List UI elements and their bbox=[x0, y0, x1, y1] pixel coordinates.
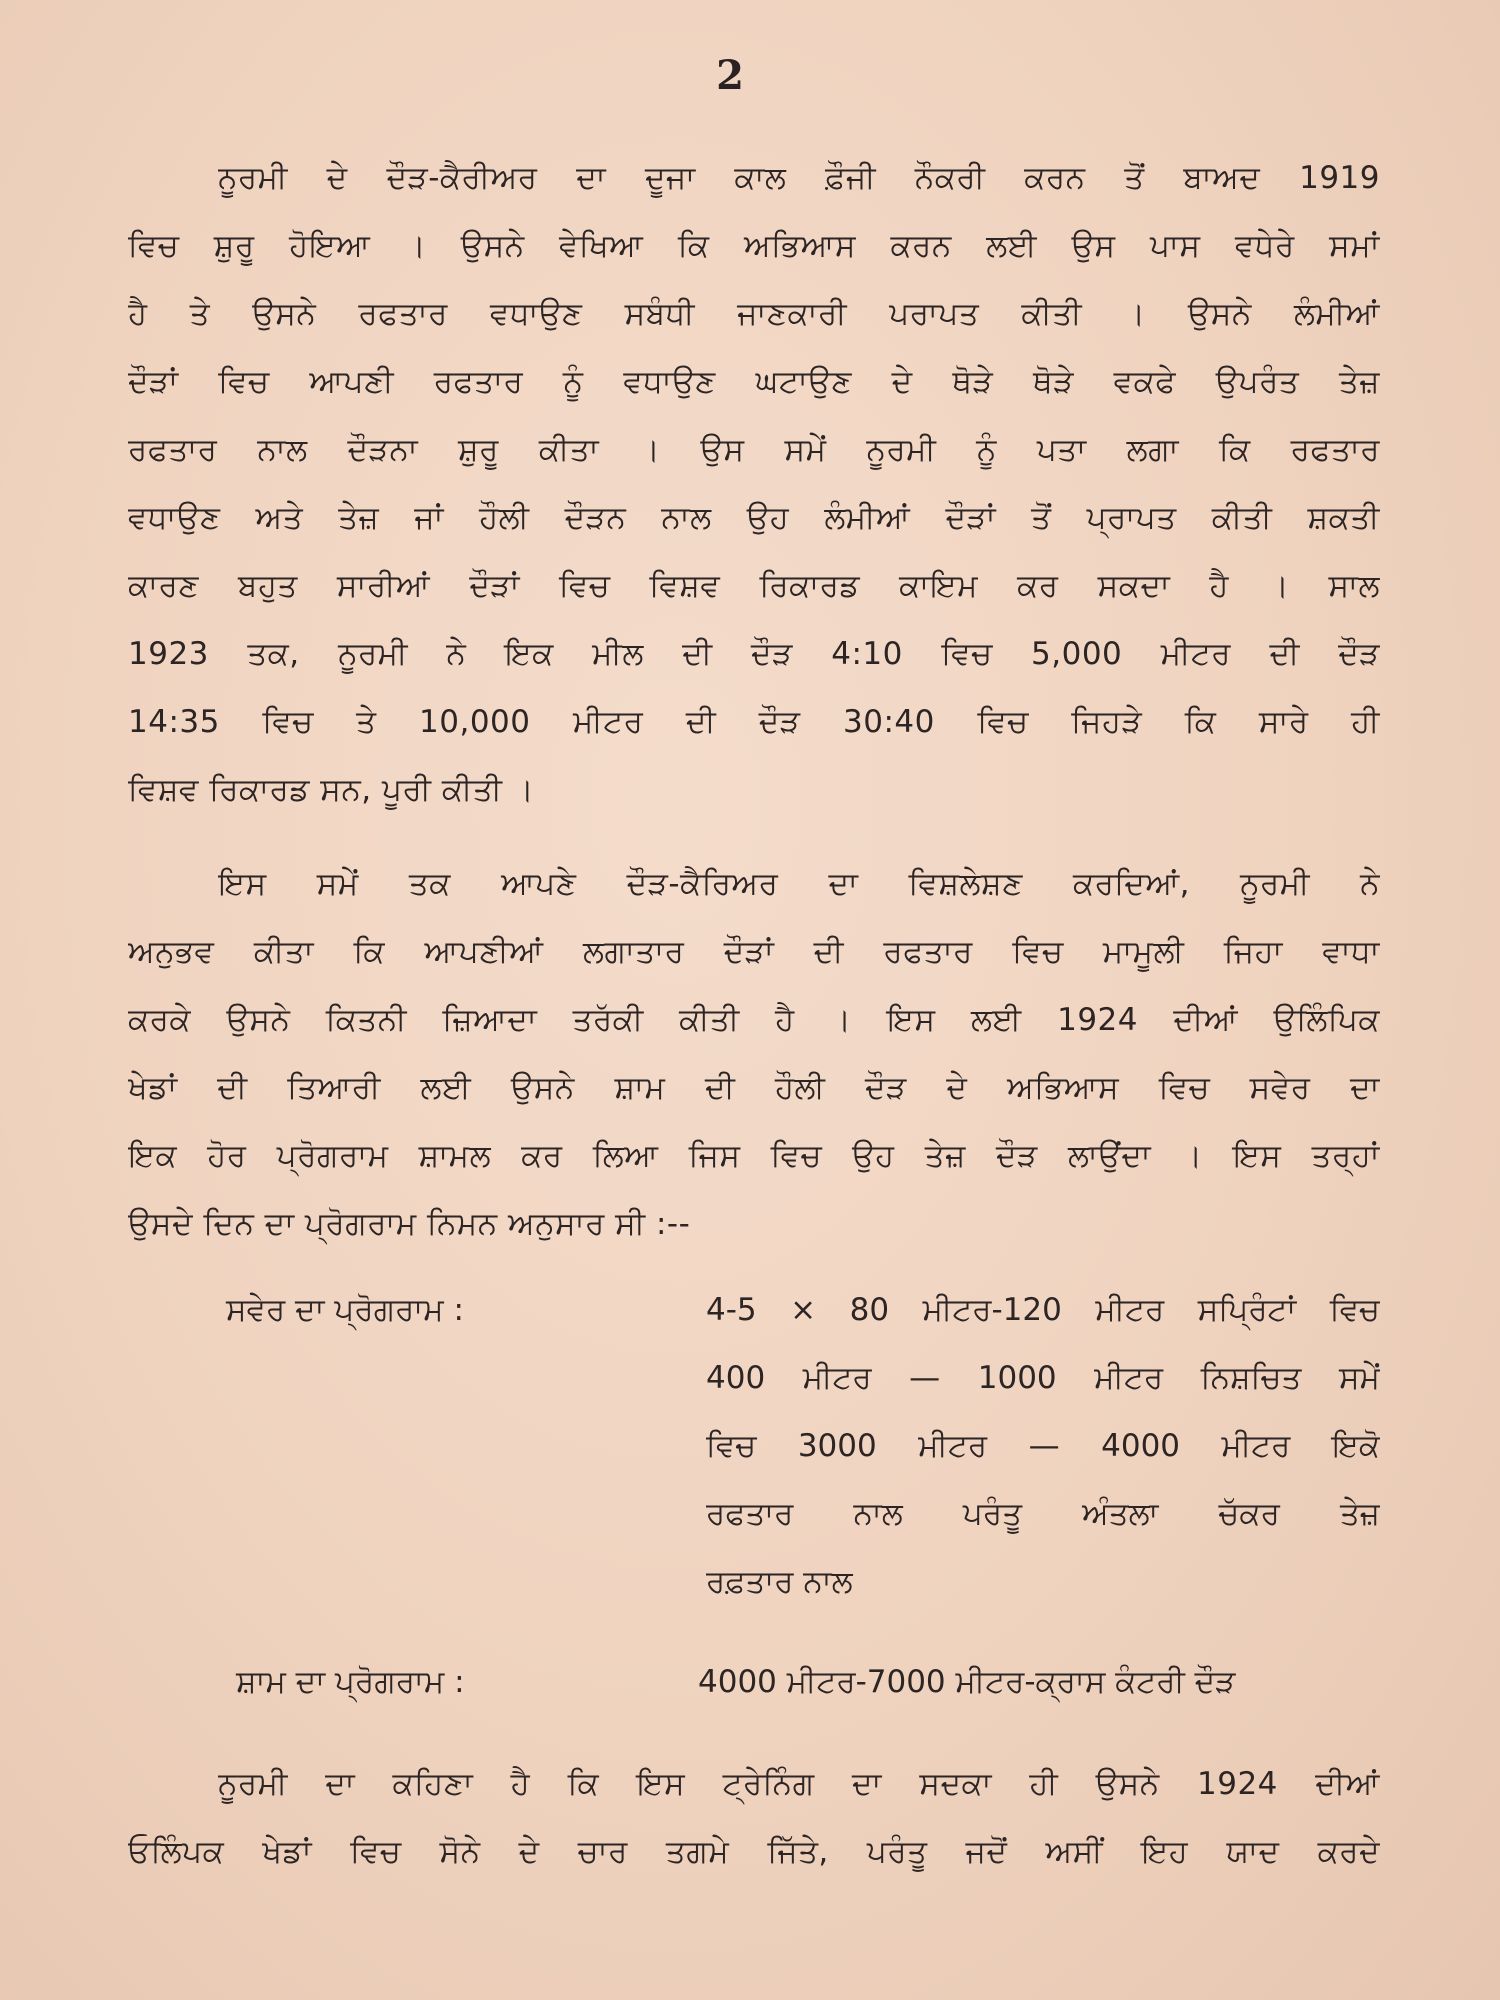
paragraph-2-line: ਅਨੁਭਵ ਕੀਤਾ ਕਿ ਆਪਣੀਆਂ ਲਗਾਤਾਰ ਦੌੜਾਂ ਦੀ ਰਫਤਾਰ ਵਿਚ ਮਾਮੂਲੀ ਜਿਹਾ ਵਾਧਾ bbox=[128, 934, 1380, 970]
paragraph-1-line: ਹੈ ਤੇ ਉਸਨੇ ਰਫਤਾਰ ਵਧਾਉਣ ਸਬੰਧੀ ਜਾਣਕਾਰੀ ਪਰਾਪਤ ਕੀਤੀ । ਉਸਨੇ ਲੰਮੀਆਂ bbox=[128, 296, 1380, 332]
paragraph-2-line: ਇਕ ਹੋਰ ਪ੍ਰੋਗਰਾਮ ਸ਼ਾਮਲ ਕਰ ਲਿਆ ਜਿਸ ਵਿਚ ਉਹ ਤੇਜ਼ ਦੌੜ ਲਾਉਂਦਾ । ਇਸ ਤਰ੍ਹਾਂ bbox=[128, 1138, 1380, 1174]
paragraph-2-line: ਖੇਡਾਂ ਦੀ ਤਿਆਰੀ ਲਈ ਉਸਨੇ ਸ਼ਾਮ ਦੀ ਹੌਲੀ ਦੌੜ ਦੇ ਅਭਿਆਸ ਵਿਚ ਸਵੇਰ ਦਾ bbox=[128, 1070, 1380, 1106]
morning-program-line: ਰਫ਼ਤਾਰ ਨਾਲ bbox=[706, 1564, 853, 1600]
morning-program-label: ਸਵੇਰ ਦਾ ਪ੍ਰੋਗਰਾਮ : bbox=[226, 1292, 464, 1328]
paragraph-2-line: ਇਸ ਸਮੇਂ ਤਕ ਆਪਣੇ ਦੌੜ-ਕੈਰਿਅਰ ਦਾ ਵਿਸ਼ਲੇਸ਼ਣ ਕਰਦਿਆਂ, ਨੂਰਮੀ ਨੇ bbox=[218, 866, 1380, 902]
morning-program-line: 400 ਮੀਟਰ — 1000 ਮੀਟਰ ਨਿਸ਼ਚਿਤ ਸਮੇਂ bbox=[706, 1360, 1380, 1396]
evening-program-line: 4000 ਮੀਟਰ-7000 ਮੀਟਰ-ਕ੍ਰਾਸ ਕੰਟਰੀ ਦੌੜ bbox=[698, 1664, 1236, 1700]
evening-program-label: ਸ਼ਾਮ ਦਾ ਪ੍ਰੋਗਰਾਮ : bbox=[236, 1664, 465, 1700]
paragraph-3-line: ਨੂਰਮੀ ਦਾ ਕਹਿਣਾ ਹੈ ਕਿ ਇਸ ਟ੍ਰੇਨਿੰਗ ਦਾ ਸਦਕਾ ਹੀ ਉਸਨੇ 1924 ਦੀਆਂ bbox=[218, 1766, 1380, 1802]
paragraph-3-line: ਓਲਿੰਪਕ ਖੇਡਾਂ ਵਿਚ ਸੋਨੇ ਦੇ ਚਾਰ ਤਗਮੇ ਜਿੱਤੇ, ਪਰੰਤੂ ਜਦੋਂ ਅਸੀਂ ਇਹ ਯਾਦ ਕਰਦੇ bbox=[128, 1834, 1380, 1870]
paragraph-1-line: ਵਿਚ ਸ਼ੁਰੂ ਹੋਇਆ । ਉਸਨੇ ਵੇਖਿਆ ਕਿ ਅਭਿਆਸ ਕਰਨ ਲਈ ਉਸ ਪਾਸ ਵਧੇਰੇ ਸਮਾਂ bbox=[128, 228, 1380, 264]
paragraph-1-line: ਵਧਾਉਣ ਅਤੇ ਤੇਜ਼ ਜਾਂ ਹੌਲੀ ਦੌੜਨ ਨਾਲ ਉਹ ਲੰਮੀਆਂ ਦੌੜਾਂ ਤੋਂ ਪ੍ਰਾਪਤ ਕੀਤੀ ਸ਼ਕਤੀ bbox=[128, 500, 1380, 536]
page-number: 2 bbox=[716, 52, 744, 99]
paragraph-1-line: 14:35 ਵਿਚ ਤੇ 10,000 ਮੀਟਰ ਦੀ ਦੌੜ 30:40 ਵਿਚ ਜਿਹੜੇ ਕਿ ਸਾਰੇ ਹੀ bbox=[128, 704, 1380, 740]
paragraph-1-line: ਵਿਸ਼ਵ ਰਿਕਾਰਡ ਸਨ, ਪੂਰੀ ਕੀਤੀ । bbox=[128, 772, 535, 808]
paragraph-2-line: ਉਸਦੇ ਦਿਨ ਦਾ ਪ੍ਰੋਗਰਾਮ ਨਿਮਨ ਅਨੁਸਾਰ ਸੀ :-- bbox=[128, 1206, 691, 1242]
morning-program-line: ਵਿਚ 3000 ਮੀਟਰ — 4000 ਮੀਟਰ ਇਕੋ bbox=[706, 1428, 1380, 1464]
paragraph-1-line: ਰਫਤਾਰ ਨਾਲ ਦੌੜਨਾ ਸ਼ੁਰੂ ਕੀਤਾ । ਉਸ ਸਮੇਂ ਨੂਰਮੀ ਨੂੰ ਪਤਾ ਲਗਾ ਕਿ ਰਫਤਾਰ bbox=[128, 432, 1380, 468]
paragraph-1-line: ਦੌੜਾਂ ਵਿਚ ਆਪਣੀ ਰਫਤਾਰ ਨੂੰ ਵਧਾਉਣ ਘਟਾਉਣ ਦੇ ਥੋੜੇ ਥੋੜੇ ਵਕਫੇ ਉਪਰੰਤ ਤੇਜ਼ bbox=[128, 364, 1380, 400]
morning-program-line: 4-5 × 80 ਮੀਟਰ-120 ਮੀਟਰ ਸਪ੍ਰਿੰਟਾਂ ਵਿਚ bbox=[706, 1292, 1380, 1328]
paragraph-2-line: ਕਰਕੇ ਉਸਨੇ ਕਿਤਨੀ ਜ਼ਿਆਦਾ ਤਰੱਕੀ ਕੀਤੀ ਹੈ । ਇਸ ਲਈ 1924 ਦੀਆਂ ਉਲਿੰਪਿਕ bbox=[128, 1002, 1380, 1038]
paragraph-1-line: 1923 ਤਕ, ਨੂਰਮੀ ਨੇ ਇਕ ਮੀਲ ਦੀ ਦੌੜ 4:10 ਵਿਚ 5,000 ਮੀਟਰ ਦੀ ਦੌੜ bbox=[128, 636, 1380, 672]
paragraph-1-line: ਨੂਰਮੀ ਦੇ ਦੌੜ-ਕੈਰੀਅਰ ਦਾ ਦੂਜਾ ਕਾਲ ਫ਼ੌਜੀ ਨੌਕਰੀ ਕਰਨ ਤੋਂ ਬਾਅਦ 1919 bbox=[218, 160, 1380, 196]
morning-program-line: ਰਫਤਾਰ ਨਾਲ ਪਰੰਤੂ ਅੰਤਲਾ ਚੱਕਰ ਤੇਜ਼ bbox=[706, 1496, 1380, 1532]
paragraph-1-line: ਕਾਰਣ ਬਹੁਤ ਸਾਰੀਆਂ ਦੌੜਾਂ ਵਿਚ ਵਿਸ਼ਵ ਰਿਕਾਰਡ ਕਾਇਮ ਕਰ ਸਕਦਾ ਹੈ । ਸਾਲ bbox=[128, 568, 1380, 604]
